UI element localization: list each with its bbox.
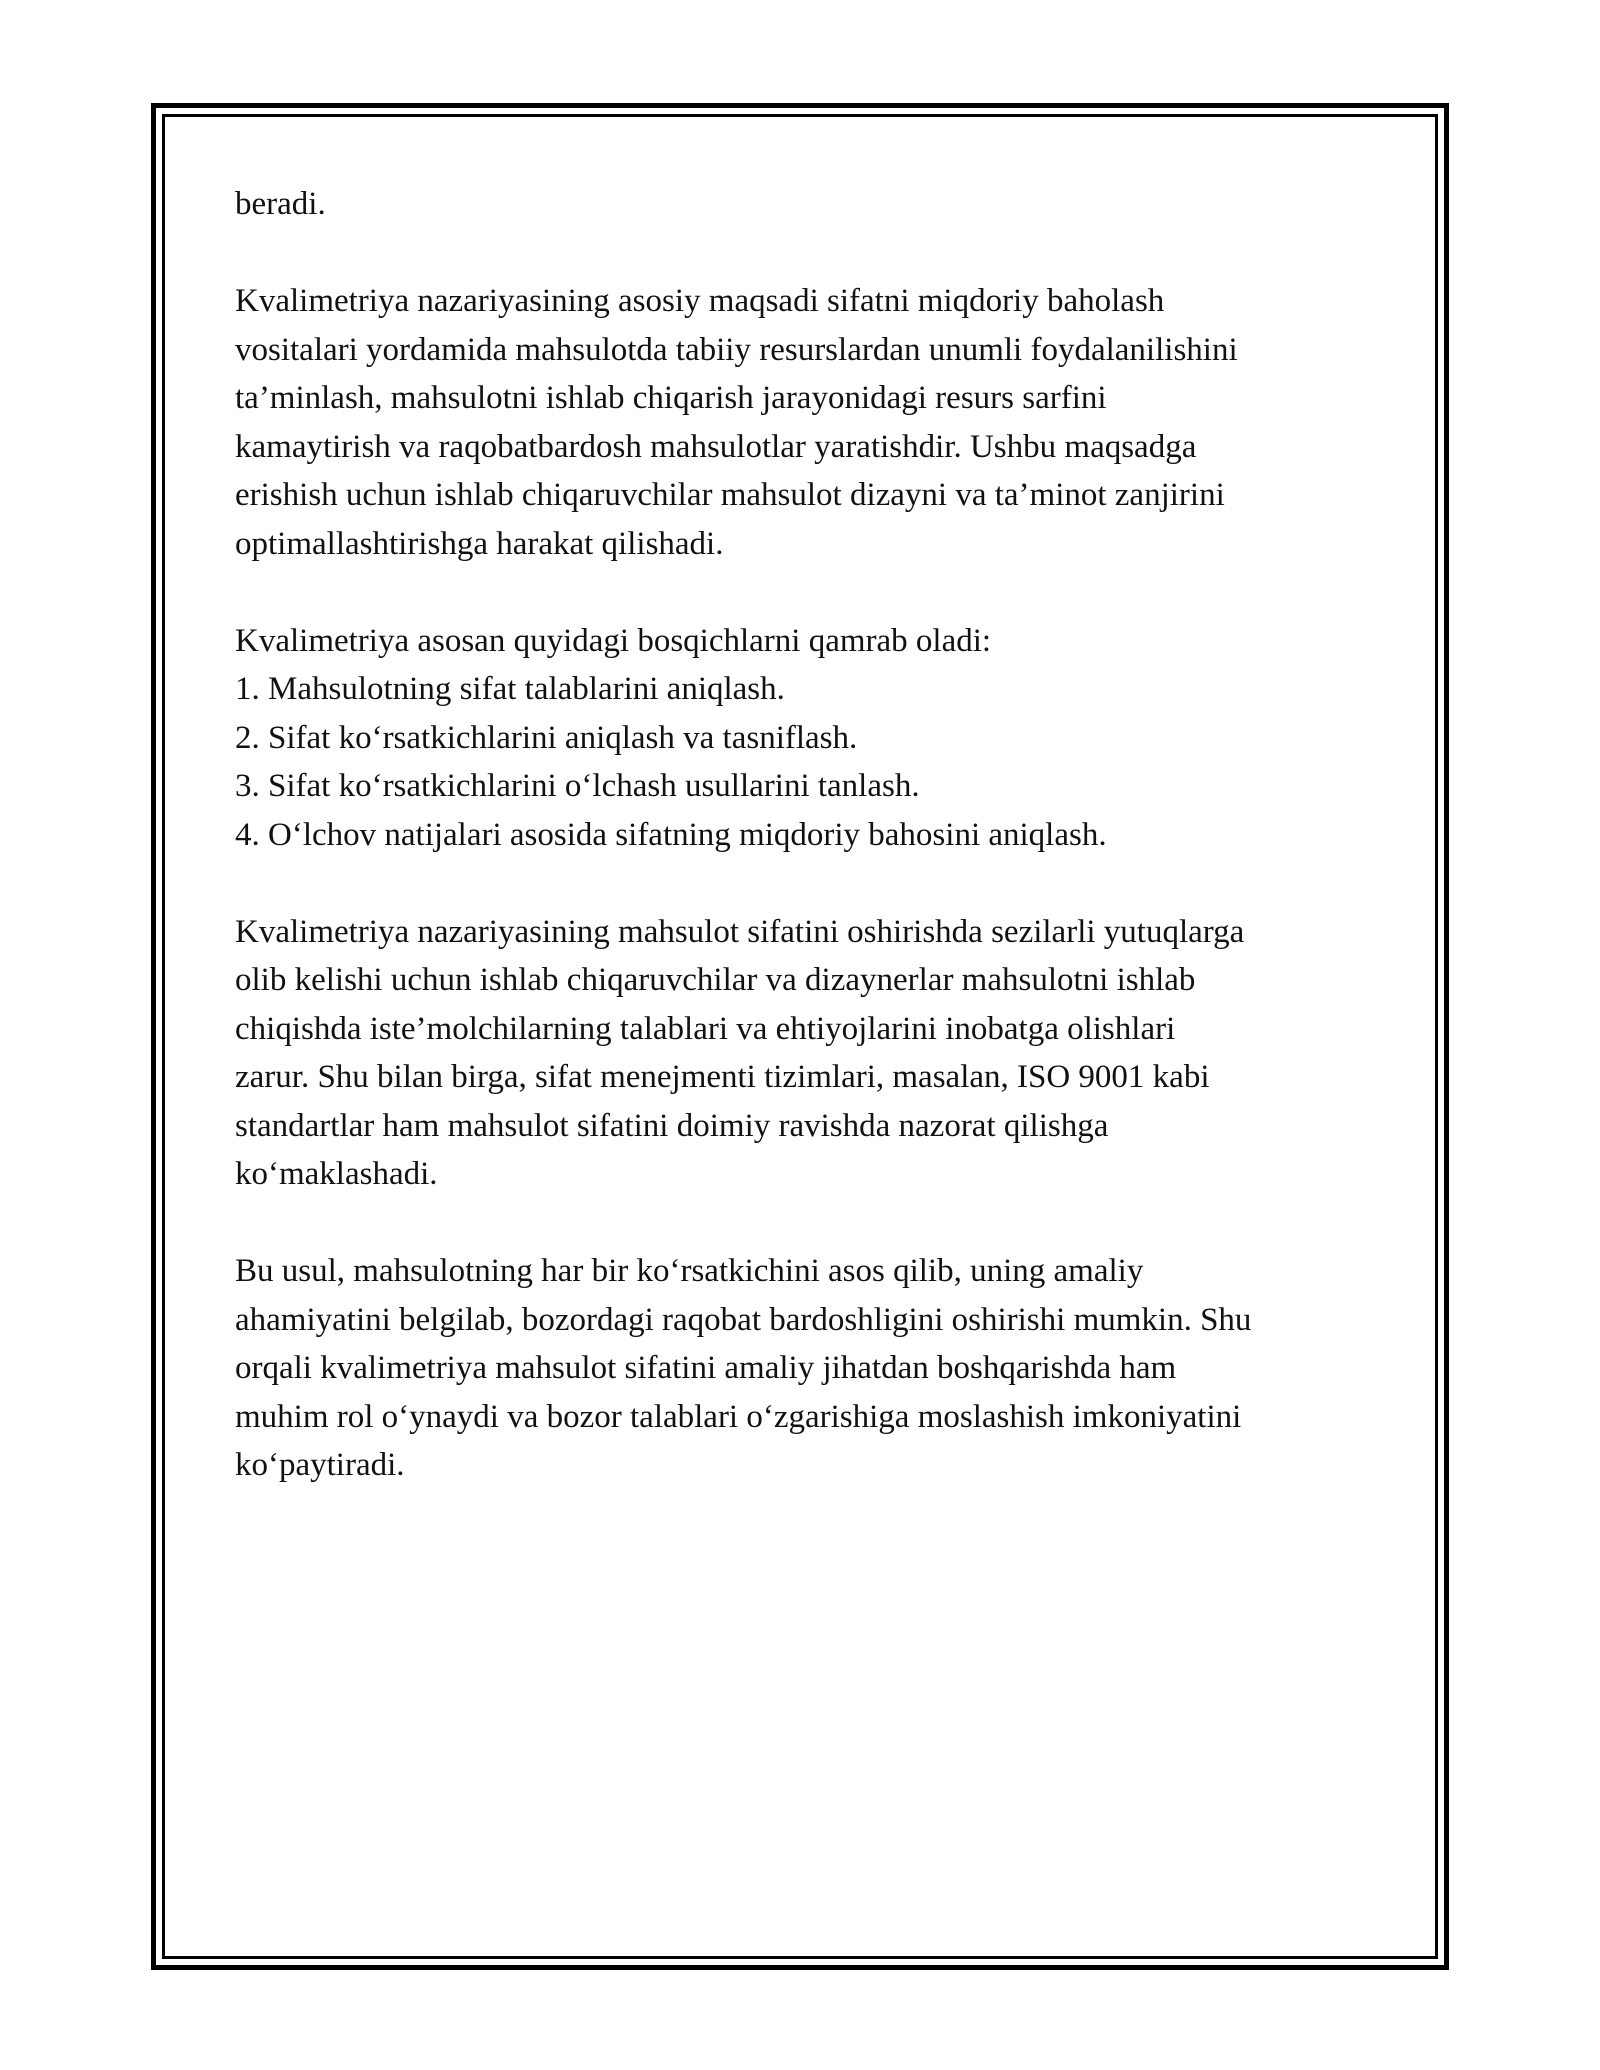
- paragraph-goal: Kvalimetriya nazariyasining asosiy maqsadi sifatni miqdoriy baholash vositalari yordamida mahsulotda tabiiy resurslardan unumli foydalanilishini ta’minlash, mahsulotni ishlab chiqarish jarayonidagi resurs sarfini kamaytirish va raqobatbardosh mahsulotlar yaratishdir. Ushbu maqsadga erishish uchun ishlab chiqaruvchilar mahsulot dizayni va ta’minot zanjirini optimallashtirishga harakat qilishadi.: [235, 283, 1238, 562]
- list-item: 2. Sifat ko‘rsatkichlarini aniqlash va tasniflash.: [235, 719, 858, 756]
- list-intro: Kvalimetriya asosan quyidagi bosqichlarni qamrab oladi:: [235, 622, 992, 659]
- list-item: 1. Mahsulotning sifat talablarini aniqlash.: [235, 671, 785, 707]
- paragraph-continuation: beradi.: [235, 186, 326, 222]
- paragraph-gap: [235, 568, 1375, 617]
- paragraph-method: Bu usul, mahsulotning har bir ko‘rsatkichini asos qilib, uning amaliy ahamiyatini belgilab, bozordagi raqobat bardoshligini oshirishi mumkin. Shu orqali kvalimetriya mahsulot sifatini amaliy jihatdan boshqarishda ham muhim rol o‘ynaydi va bozor talablari o‘zgarishiga moslashish imkoniyatini ko‘paytiradi.: [235, 1253, 1252, 1483]
- stages-list: [235, 665, 1375, 859]
- document-body: [235, 180, 1375, 1490]
- paragraph-gap: [235, 229, 1375, 278]
- paragraph-achievements: Kvalimetriya nazariyasining mahsulot sifatini oshirishda sezilarli yutuqlarga olib kelishi uchun ishlab chiqaruvchilar va dizaynerlar mahsulotni ishlab chiqishda iste’molchilarning talablari va ehtiyojlarini inobatga olishlari zarur. Shu bilan birga, sifat menejmenti tizimlari, masalan, ISO 9001 kabi standartlar ham mahsulot sifatini doimiy ravishda nazorat qilishga ko‘maklashadi.: [235, 913, 1245, 1192]
- list-item: 4. O‘lchov natijalari asosida sifatning miqdoriy bahosini aniqlash.: [235, 816, 1107, 853]
- paragraph-gap: [235, 1199, 1375, 1248]
- paragraph-gap: [235, 859, 1375, 908]
- list-item: 3. Sifat ko‘rsatkichlarini o‘lchash usullarini tanlash.: [235, 768, 920, 804]
